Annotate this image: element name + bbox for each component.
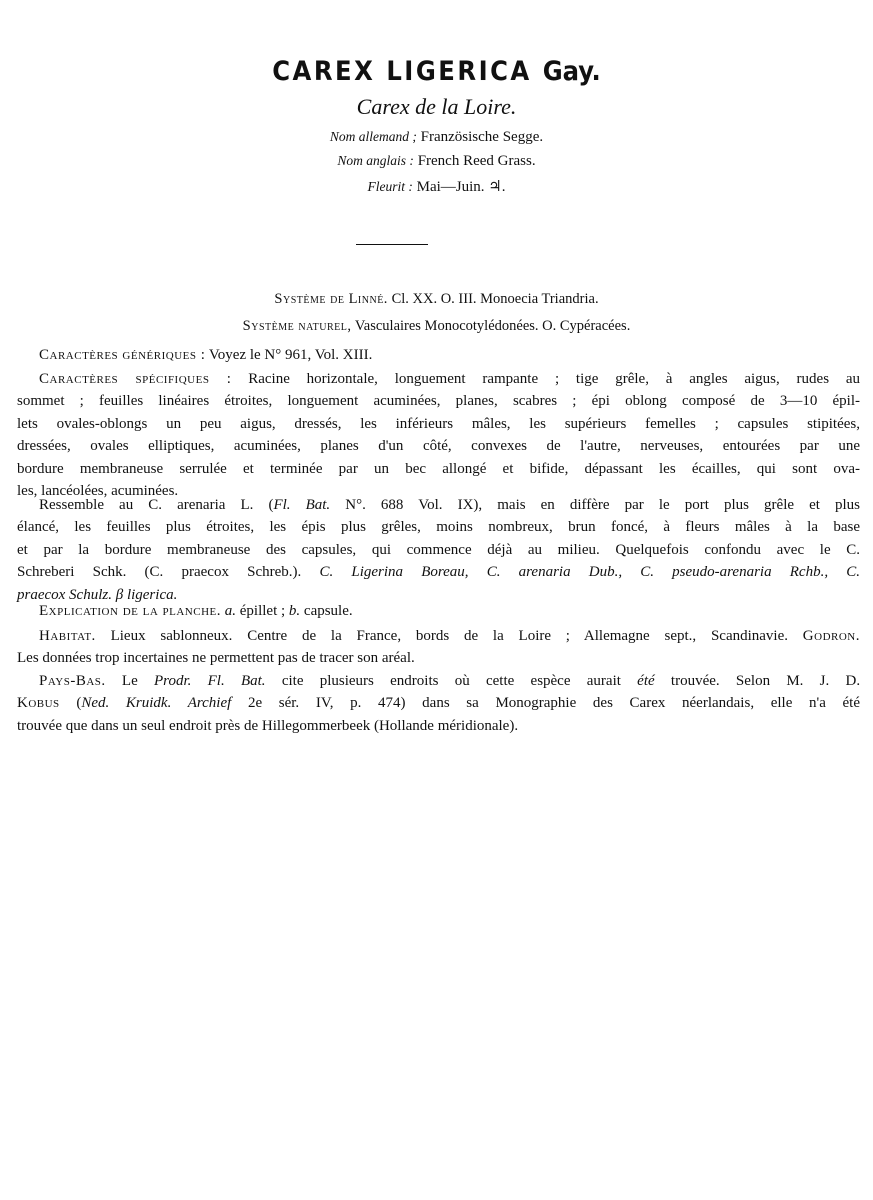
plate-explanation: Explication de la planche. a. épillet ; b. capsule. — [39, 603, 353, 619]
paysbas-label: Pays-Bas. — [39, 673, 106, 689]
paragraph-line: bordure membraneuse serrulée et terminée par un bec allongé et bifide, dépassant les écailles, qui sont ova- — [17, 460, 860, 477]
generic-text: Voyez le N° 961, Vol. XIII. — [208, 347, 373, 363]
netherlands-paragraph — [17, 670, 860, 737]
habitat-author: Godron. — [802, 628, 860, 644]
paragraph-line: élancé, les feuilles plus étroites, les épis plus grêles, moins nombreux, brun foncé, à fleurs mâles à la base — [17, 519, 860, 536]
resemblance-paragraph — [17, 494, 860, 606]
paragraph-line: lets ovales-oblongs un peu aigus, dressés, les inférieurs mâles, les supérieurs femelles ; capsules stipitées, — [17, 415, 860, 432]
german-value: Französische Segge. — [420, 129, 544, 145]
title-author: Gay. — [542, 56, 601, 87]
german-label: Nom allemand ; — [329, 129, 417, 144]
flowering-value: Mai—Juin. ♃. — [416, 179, 506, 195]
section-divider — [356, 244, 428, 245]
natural-label: Système naturel, — [242, 318, 352, 334]
specific-label: Caractères spécifiques : — [39, 371, 232, 387]
paragraph-line: Schreberi Schk. (C. praecox Schreb.). C. Ligerina Boreau, C. arenaria Dub., C. pseudo-arenaria Rchb., C. — [17, 564, 861, 581]
natural-system-line — [0, 318, 873, 335]
specific-characters — [17, 368, 860, 502]
english-value: French Reed Grass. — [417, 153, 536, 169]
paragraph-line: Habitat. Lieux sablonneux. Centre de la France, bords de la Loire ; Allemagne sept., Scandinavie. Godron. — [39, 628, 860, 644]
german-name-line — [0, 129, 873, 146]
paragraph-line: praecox Schulz. β ligerica. — [17, 586, 178, 603]
species-title — [0, 56, 873, 87]
paragraph-line: Caractères spécifiques : Racine horizontale, longuement rampante ; tige grêle, à angles aigus, rudes au — [39, 371, 860, 387]
paragraph-line: Kobus (Ned. Kruidk. Archief 2e sér. IV, p. 474) dans sa Monographie des Carex néerlandais, elle n'a été — [17, 695, 861, 712]
generic-label: Caractères génériques : — [39, 347, 206, 363]
generic-characters — [17, 344, 860, 366]
title-name: CAREX LIGERICA — [272, 56, 532, 87]
habitat-paragraph — [17, 625, 860, 670]
paragraph-line: Pays-Bas. Le Prodr. Fl. Bat. cite plusieurs endroits où cette espèce aurait été trouvée. Selon M. J. D. — [39, 673, 861, 689]
flowering-label: Fleurit : — [367, 179, 413, 194]
flowering-line — [0, 177, 873, 196]
paragraph-line: Ressemble au C. arenaria L. (Fl. Bat. N°. 688 Vol. IX), mais en diffère par le port plus grêle et plus — [39, 497, 860, 513]
english-name-line — [0, 153, 873, 170]
linne-text: Cl. XX. O. III. Monoecia Triandria. — [391, 291, 599, 307]
natural-text: Vasculaires Monocotylédonées. O. Cypéracées. — [354, 318, 631, 334]
paragraph-line: Les données trop incertaines ne permettent pas de tracer son aréal. — [17, 650, 415, 667]
paragraph-line: trouvée que dans un seul endroit près de Hillegommerbeek (Hollande méridionale). — [17, 717, 519, 734]
habitat-label: Habitat. — [39, 628, 96, 644]
paragraph-line: les, lancéolées, acuminées. — [17, 483, 179, 500]
paragraph-line: et par la bordure membraneuse des capsules, qui commence déjà au milieu. Quelquefois confondu avec le C. — [17, 541, 860, 558]
paragraph-line: sommet ; feuilles linéaires étroites, longuement acuminées, planes, scabres ; épi oblong composé de 3—10 épil- — [17, 393, 860, 410]
linne-label: Système de Linné. — [274, 291, 388, 307]
linne-system-line — [0, 291, 873, 308]
species-subtitle: Carex de la Loire. — [356, 94, 517, 119]
explanation-label: Explication de la planche. — [39, 603, 221, 619]
paragraph-line: dressées, ovales elliptiques, acuminées, planes d'un côté, convexes de l'autre, nerveuses, entourées par une — [17, 438, 860, 455]
english-label: Nom anglais : — [337, 153, 414, 168]
